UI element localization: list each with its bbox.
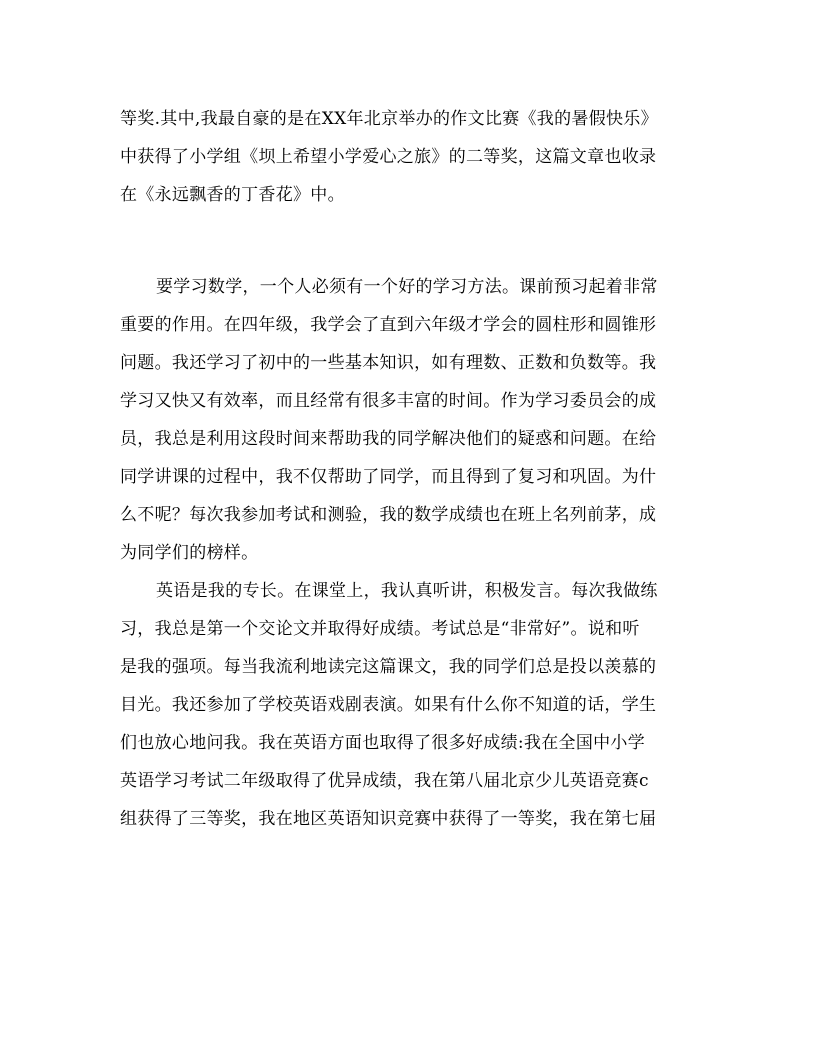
paragraph-2-line-2: 重要的作用。在四年级，我学会了直到六年级才学会的圆柱形和圆锥形 [120,315,657,335]
paragraph-3-line-4: 目光。我还参加了学校英语戏剧表演。如果有什么你不知道的话，学生 [120,695,657,715]
paragraph-3-line-5: 们也放心地问我。我在英语方面也取得了很多好成绩:我在全国中小学 [120,733,646,753]
paragraph-2-line-7: 么不呢？每次我参加考试和测验，我的数学成绩也在班上名列前茅，成 [120,505,657,525]
paragraph-3-line-6: 英语学习考试二年级取得了优异成绩，我在第八届北京少儿英语竞赛c [120,771,649,791]
paragraph-2-line-4: 学习又快又有效率，而且经常有很多丰富的时间。作为学习委员会的成 [120,391,657,411]
paragraph-2-line-5: 员，我总是利用这段时间来帮助我的同学解决他们的疑惑和问题。在给 [120,429,657,449]
paragraph-3-line-3: 是我的强项。每当我流利地读完这篇课文，我的同学们总是投以羡慕的 [120,657,657,677]
paragraph-1-line-1: 等奖.其中,我最自豪的是在XX年北京举办的作文比赛《我的暑假快乐》 [120,109,658,129]
paragraph-2-line-3: 问题。我还学习了初中的一些基本知识，如有理数、正数和负数等。我 [120,353,657,373]
paragraph-3-line-7: 组获得了三等奖，我在地区英语知识竞赛中获得了一等奖，我在第七届 [120,809,657,829]
paragraph-2-line-8: 为同学们的榜样。 [120,543,259,563]
paragraph-1-line-3: 在《永远飘香的丁香花》中。 [120,185,345,205]
paragraph-3-line-2: 习，我总是第一个交论文并取得好成绩。考试总是“非常好”。说和听 [120,619,640,639]
paragraph-1-line-2: 中获得了小学组《坝上希望小学爱心之旅》的二等奖，这篇文章也收录 [120,147,657,167]
paragraph-2-line-1: 要学习数学，一个人必须有一个好的学习方法。课前预习起着非常 [156,277,658,297]
paragraph-2-line-6: 同学讲课的过程中，我不仅帮助了同学，而且得到了复习和巩固。为什 [120,467,657,487]
paragraph-3-line-1: 英语是我的专长。在课堂上，我认真听讲，积极发言。每次我做练 [156,581,658,601]
